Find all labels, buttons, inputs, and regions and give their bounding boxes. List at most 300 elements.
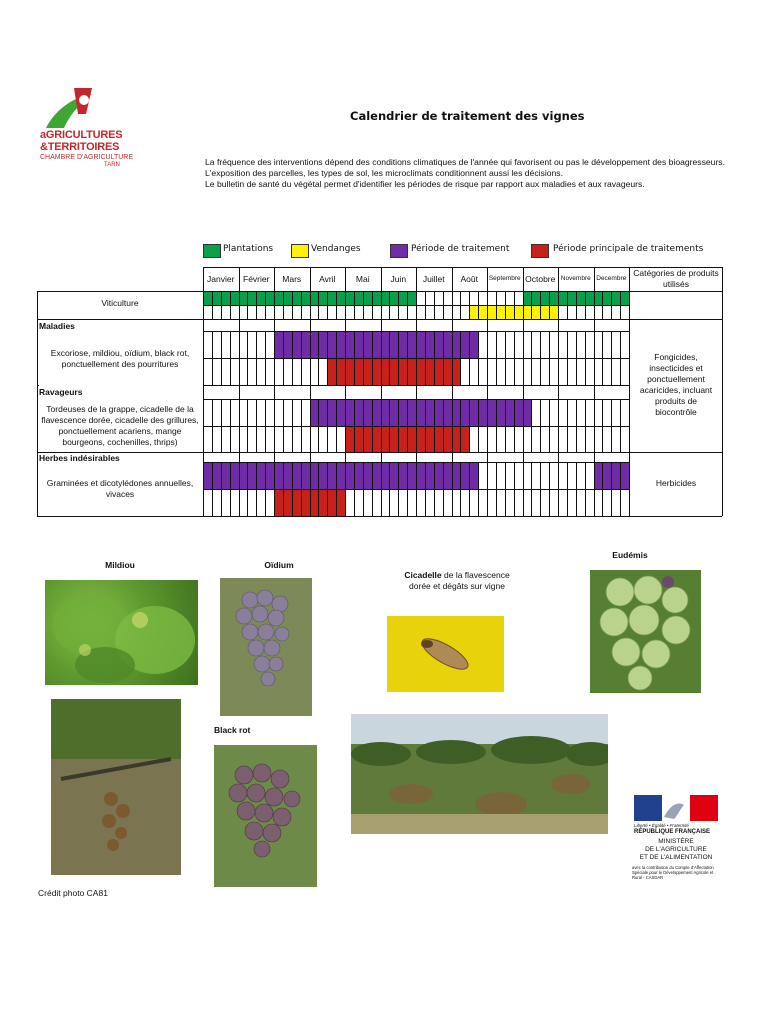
grid-line bbox=[327, 305, 328, 319]
month-juillet: Juillet bbox=[422, 274, 445, 284]
grid-line bbox=[594, 267, 595, 516]
category-herbicides: Herbicides bbox=[655, 478, 697, 488]
grid-line bbox=[540, 426, 541, 452]
photo-oidium bbox=[220, 578, 312, 716]
grid-line bbox=[469, 331, 470, 358]
grid-line bbox=[398, 399, 399, 426]
month-janvier: Janvier bbox=[207, 274, 235, 284]
grid-line bbox=[469, 358, 470, 385]
grid-line bbox=[345, 267, 346, 516]
grid-line bbox=[602, 489, 603, 516]
photo-mildiou bbox=[45, 580, 198, 685]
grid-line bbox=[540, 305, 541, 319]
grid-line bbox=[567, 399, 568, 426]
grid-line bbox=[549, 291, 550, 305]
grid-line bbox=[576, 399, 577, 426]
grid-line bbox=[221, 489, 222, 516]
grid-line bbox=[283, 331, 284, 358]
grid-line bbox=[247, 462, 248, 489]
grid-line bbox=[265, 399, 266, 426]
insect-icon bbox=[387, 616, 504, 692]
grid-line bbox=[318, 331, 319, 358]
grid-line bbox=[469, 462, 470, 489]
grid-line bbox=[372, 331, 373, 358]
grid-line bbox=[425, 358, 426, 385]
grid-line bbox=[283, 426, 284, 452]
grid-line bbox=[292, 291, 293, 305]
grid-line bbox=[336, 426, 337, 452]
grid-line bbox=[372, 489, 373, 516]
grid-line bbox=[514, 489, 515, 516]
grid-line bbox=[283, 358, 284, 385]
grid-line bbox=[372, 462, 373, 489]
grid-line bbox=[567, 305, 568, 319]
grid-line bbox=[336, 462, 337, 489]
grid-line bbox=[230, 358, 231, 385]
grid-line bbox=[398, 291, 399, 305]
grid-line bbox=[576, 331, 577, 358]
grid-line bbox=[549, 462, 550, 489]
grid-line bbox=[531, 358, 532, 385]
row-label-ravageurs: Tordeuses de la grappe, cicadelle de la flavescence dorée, cicadelle des grillures, ponctuellement acariens, mange bourgeons, cochenilles, thrips) bbox=[41, 404, 199, 447]
grid-line bbox=[247, 331, 248, 358]
caption-mildiou-text: Mildiou bbox=[105, 560, 135, 570]
ministry-name bbox=[630, 838, 722, 862]
grid-line bbox=[496, 305, 497, 319]
grid-line bbox=[327, 426, 328, 452]
grid-line bbox=[576, 489, 577, 516]
caption-mildiou bbox=[84, 560, 156, 570]
grid-line bbox=[327, 358, 328, 385]
grid-line bbox=[212, 291, 213, 305]
grid-line bbox=[443, 291, 444, 305]
grid-line bbox=[576, 358, 577, 385]
grid-line bbox=[478, 305, 479, 319]
grid-line bbox=[372, 399, 373, 426]
grid-line bbox=[292, 399, 293, 426]
grid-line bbox=[443, 305, 444, 319]
grid-line bbox=[452, 267, 453, 516]
grid-line bbox=[398, 426, 399, 452]
grid-line bbox=[327, 399, 328, 426]
grid-line bbox=[230, 305, 231, 319]
grid-line bbox=[540, 358, 541, 385]
grid-line bbox=[389, 291, 390, 305]
section-label-herbes: Herbes indésirables bbox=[39, 453, 120, 463]
legend-swatch-plantations bbox=[203, 244, 221, 258]
grid-line bbox=[318, 358, 319, 385]
grid-line bbox=[611, 291, 612, 305]
grid-line bbox=[585, 358, 586, 385]
grid-line bbox=[389, 489, 390, 516]
grid-line bbox=[478, 291, 479, 305]
grid-line bbox=[487, 267, 488, 516]
grid-line bbox=[256, 305, 257, 319]
grid-line bbox=[722, 267, 723, 516]
chamber-logo bbox=[40, 84, 140, 174]
grid-line bbox=[301, 426, 302, 452]
grid-line bbox=[531, 331, 532, 358]
grid-line bbox=[389, 462, 390, 489]
grid-line bbox=[283, 462, 284, 489]
grid-line bbox=[212, 358, 213, 385]
grid-line bbox=[256, 358, 257, 385]
grid-line bbox=[398, 462, 399, 489]
grid-line bbox=[301, 489, 302, 516]
grid-line bbox=[221, 305, 222, 319]
grid-line bbox=[478, 358, 479, 385]
caption-cicadelle-rest: de la flavescence bbox=[441, 570, 510, 580]
grid-line bbox=[203, 516, 629, 517]
grid-line bbox=[496, 399, 497, 426]
grid-line bbox=[434, 462, 435, 489]
grid-line bbox=[576, 462, 577, 489]
grid-line bbox=[496, 358, 497, 385]
grid-line bbox=[327, 331, 328, 358]
grid-line bbox=[540, 399, 541, 426]
grid-line bbox=[425, 426, 426, 452]
grid-line bbox=[505, 399, 506, 426]
grid-line bbox=[540, 331, 541, 358]
grid-line bbox=[434, 305, 435, 319]
grid-line bbox=[460, 399, 461, 426]
grid-line bbox=[318, 399, 319, 426]
grid-line bbox=[292, 462, 293, 489]
grid-line bbox=[230, 399, 231, 426]
grid-line bbox=[443, 462, 444, 489]
legend-label-vendanges: Vendanges bbox=[311, 244, 361, 254]
grid-line bbox=[247, 399, 248, 426]
ministry-line-1: MINISTÈRE bbox=[658, 838, 694, 845]
bar-purple bbox=[203, 462, 478, 489]
grid-line bbox=[230, 426, 231, 452]
grid-line bbox=[327, 462, 328, 489]
grid-line bbox=[611, 462, 612, 489]
category-header: Catégories de produits utilisés bbox=[633, 268, 719, 289]
grid-line bbox=[567, 489, 568, 516]
grid-line bbox=[443, 426, 444, 452]
grid-line bbox=[292, 331, 293, 358]
grid-line bbox=[576, 291, 577, 305]
grid-line bbox=[602, 331, 603, 358]
grid-line bbox=[434, 426, 435, 452]
grid-line bbox=[602, 291, 603, 305]
grid-line bbox=[265, 426, 266, 452]
grid-line bbox=[620, 399, 621, 426]
grid-line bbox=[389, 358, 390, 385]
grid-line bbox=[354, 358, 355, 385]
legend-swatch-traitement-principal bbox=[531, 244, 549, 258]
caption-cicadelle-bold: Cicadelle bbox=[404, 570, 442, 580]
grid-line bbox=[469, 305, 470, 319]
grid-line bbox=[389, 399, 390, 426]
grid-line bbox=[549, 358, 550, 385]
grid-line bbox=[567, 462, 568, 489]
grid-line bbox=[531, 305, 532, 319]
grid-line bbox=[460, 462, 461, 489]
grid-line bbox=[363, 291, 364, 305]
grid-line bbox=[221, 331, 222, 358]
grid-line bbox=[363, 426, 364, 452]
bar-purple bbox=[274, 331, 478, 358]
grid-line bbox=[549, 331, 550, 358]
caption-black-rot bbox=[214, 725, 274, 735]
intro-paragraph: L'exposition des parcelles, les types de sol, les microclimats conditionnent aussi les décisions. bbox=[205, 168, 563, 178]
month-mai: Mai bbox=[355, 274, 370, 284]
intro-paragraph: La fréquence des interventions dépend des conditions climatiques de l'année qui favorisent ou pas le développement des bioagresseurs. bbox=[205, 157, 725, 167]
intro-paragraph: Le bulletin de santé du végétal permet d'identifier les périodes de risque par rapport aux maladies et aux ravageurs. bbox=[205, 179, 645, 189]
grid-line bbox=[389, 426, 390, 452]
intro-text bbox=[205, 157, 725, 190]
grid-line bbox=[620, 426, 621, 452]
grid-line bbox=[212, 399, 213, 426]
grid-line bbox=[514, 358, 515, 385]
legend-swatch-vendanges bbox=[291, 244, 309, 258]
grid-line bbox=[496, 462, 497, 489]
grid-line bbox=[381, 267, 382, 516]
grid-line bbox=[318, 305, 319, 319]
photo-vineyard bbox=[351, 714, 608, 834]
grid-line bbox=[505, 426, 506, 452]
grid-line bbox=[478, 489, 479, 516]
grid-line bbox=[301, 331, 302, 358]
row-label-herbes: Graminées et dicotylédones annuelles, vivaces bbox=[46, 478, 194, 499]
grid-line bbox=[514, 291, 515, 305]
grid-line bbox=[336, 291, 337, 305]
grid-line bbox=[363, 462, 364, 489]
grid-line bbox=[292, 489, 293, 516]
grid-line bbox=[407, 358, 408, 385]
grid-line bbox=[265, 489, 266, 516]
grid-line bbox=[336, 489, 337, 516]
grid-line bbox=[611, 358, 612, 385]
grid-line bbox=[265, 358, 266, 385]
ministry-logo bbox=[630, 795, 730, 905]
grid-line bbox=[469, 426, 470, 452]
logo-text-4: TARN bbox=[104, 162, 120, 168]
grid-line bbox=[354, 426, 355, 452]
grid-line bbox=[549, 426, 550, 452]
grid-line bbox=[531, 426, 532, 452]
grid-line bbox=[549, 399, 550, 426]
grid-line bbox=[221, 358, 222, 385]
grid-line bbox=[443, 399, 444, 426]
grid-line bbox=[469, 399, 470, 426]
grid-line bbox=[407, 291, 408, 305]
grid-line bbox=[407, 462, 408, 489]
grid-line bbox=[318, 291, 319, 305]
grid-line bbox=[363, 331, 364, 358]
grid-line bbox=[460, 489, 461, 516]
row-label-maladies: Excoriose, mildiou, oïdium, black rot, ponctuellement des pourritures bbox=[50, 348, 190, 369]
grid-line bbox=[602, 399, 603, 426]
grid-line bbox=[265, 305, 266, 319]
grid-line bbox=[620, 331, 621, 358]
logo-text-3: CHAMBRE D'AGRICULTURE bbox=[40, 154, 133, 161]
ministry-motto: Liberté • Égalité • Fraternité bbox=[634, 823, 689, 828]
caption-cicadelle-line2: dorée et dégâts sur vigne bbox=[409, 581, 505, 591]
grid-line bbox=[478, 462, 479, 489]
grid-line bbox=[274, 267, 275, 516]
grid-line bbox=[407, 305, 408, 319]
grid-line bbox=[425, 462, 426, 489]
grid-line bbox=[354, 399, 355, 426]
grid-line bbox=[443, 331, 444, 358]
caption-eudemis-text: Eudémis bbox=[612, 550, 648, 560]
grid-line bbox=[620, 305, 621, 319]
grid-line bbox=[398, 331, 399, 358]
grid-line bbox=[602, 305, 603, 319]
grid-line bbox=[283, 489, 284, 516]
grid-line bbox=[620, 358, 621, 385]
grid-line bbox=[443, 489, 444, 516]
grid-line bbox=[336, 358, 337, 385]
grid-line bbox=[247, 305, 248, 319]
month-decembre: Decembre bbox=[596, 275, 627, 282]
page-title: Calendrier de traitement des vignes bbox=[350, 109, 585, 123]
section-label-maladies: Maladies bbox=[39, 321, 75, 331]
grid-line bbox=[478, 331, 479, 358]
grid-line bbox=[585, 399, 586, 426]
grid-line bbox=[389, 331, 390, 358]
grid-line bbox=[265, 331, 266, 358]
grid-line bbox=[496, 291, 497, 305]
month-juin: Juin bbox=[390, 274, 407, 284]
grid-line bbox=[416, 267, 417, 516]
grid-line bbox=[230, 462, 231, 489]
grid-line bbox=[372, 291, 373, 305]
grid-line bbox=[602, 358, 603, 385]
grid-line bbox=[301, 462, 302, 489]
grid-line bbox=[531, 462, 532, 489]
grid-line bbox=[301, 399, 302, 426]
grid-line bbox=[585, 462, 586, 489]
grid-line bbox=[318, 462, 319, 489]
grid-line bbox=[212, 462, 213, 489]
grid-line bbox=[620, 291, 621, 305]
grid-line bbox=[265, 291, 266, 305]
grid-line bbox=[460, 291, 461, 305]
grid-line bbox=[478, 426, 479, 452]
grid-line bbox=[372, 426, 373, 452]
grid-line bbox=[567, 331, 568, 358]
grid-line bbox=[398, 305, 399, 319]
grid-line bbox=[567, 426, 568, 452]
grid-line bbox=[505, 489, 506, 516]
treatment-calendar bbox=[37, 267, 722, 516]
month-avril: Avril bbox=[319, 274, 336, 284]
grid-line bbox=[301, 358, 302, 385]
grid-line bbox=[505, 291, 506, 305]
grid-line bbox=[567, 291, 568, 305]
month-septembre: Septembre bbox=[488, 275, 521, 282]
grid-line bbox=[434, 331, 435, 358]
grid-line bbox=[372, 358, 373, 385]
grid-line bbox=[496, 489, 497, 516]
grid-line bbox=[230, 291, 231, 305]
grid-line bbox=[247, 426, 248, 452]
caption-oidium-text: Oïdium bbox=[264, 560, 294, 570]
grid-line bbox=[505, 462, 506, 489]
grid-line bbox=[363, 489, 364, 516]
vine-leaf-icon bbox=[45, 580, 198, 685]
month-mars: Mars bbox=[282, 274, 302, 284]
grid-line bbox=[363, 358, 364, 385]
logo-mark-icon bbox=[40, 84, 96, 130]
grid-line bbox=[301, 291, 302, 305]
grid-line bbox=[389, 305, 390, 319]
grid-line bbox=[372, 305, 373, 319]
legend-swatch-traitement bbox=[390, 244, 408, 258]
grid-line bbox=[247, 358, 248, 385]
grid-line bbox=[531, 489, 532, 516]
grid-line bbox=[514, 331, 515, 358]
grid-line bbox=[540, 291, 541, 305]
grid-line bbox=[407, 399, 408, 426]
grid-line bbox=[265, 462, 266, 489]
grid-line bbox=[354, 305, 355, 319]
logo-text-1: aGRICULTURES bbox=[40, 129, 123, 141]
grid-line bbox=[212, 331, 213, 358]
grid-line bbox=[292, 426, 293, 452]
month-octobre: Octobre bbox=[525, 274, 556, 284]
ministry-republic: RÉPUBLIQUE FRANÇAISE bbox=[634, 829, 711, 835]
grid-line bbox=[283, 291, 284, 305]
grid-line bbox=[354, 331, 355, 358]
grid-line bbox=[336, 305, 337, 319]
grid-line bbox=[407, 331, 408, 358]
grid-line bbox=[505, 331, 506, 358]
grid-line bbox=[514, 462, 515, 489]
grid-line bbox=[363, 399, 364, 426]
grid-line bbox=[212, 489, 213, 516]
grid-line bbox=[531, 399, 532, 426]
grape-cluster-icon bbox=[220, 578, 312, 716]
grid-line bbox=[318, 489, 319, 516]
grid-line bbox=[585, 305, 586, 319]
grid-line bbox=[496, 426, 497, 452]
grid-line bbox=[425, 305, 426, 319]
grid-line bbox=[354, 489, 355, 516]
grid-line bbox=[469, 489, 470, 516]
caption-eudemis bbox=[600, 550, 660, 560]
grid-line bbox=[514, 305, 515, 319]
grid-line bbox=[620, 462, 621, 489]
grid-line bbox=[247, 489, 248, 516]
grid-line bbox=[540, 462, 541, 489]
grid-line bbox=[283, 305, 284, 319]
grid-line bbox=[514, 426, 515, 452]
photo-credit: Crédit photo CA81 bbox=[38, 888, 108, 898]
grid-line bbox=[434, 291, 435, 305]
grid-line bbox=[425, 489, 426, 516]
grid-line bbox=[611, 489, 612, 516]
grid-line bbox=[221, 291, 222, 305]
grid-line bbox=[327, 291, 328, 305]
grid-line bbox=[425, 331, 426, 358]
grid-line bbox=[221, 462, 222, 489]
grid-line bbox=[354, 462, 355, 489]
grid-line bbox=[585, 291, 586, 305]
grid-line bbox=[336, 399, 337, 426]
grid-line bbox=[318, 426, 319, 452]
grid-line bbox=[576, 426, 577, 452]
grid-line bbox=[549, 305, 550, 319]
withered-grapes-icon bbox=[51, 699, 181, 875]
row-label-viticulture: Viticulture bbox=[101, 298, 139, 308]
grid-line bbox=[283, 399, 284, 426]
grid-line bbox=[611, 305, 612, 319]
